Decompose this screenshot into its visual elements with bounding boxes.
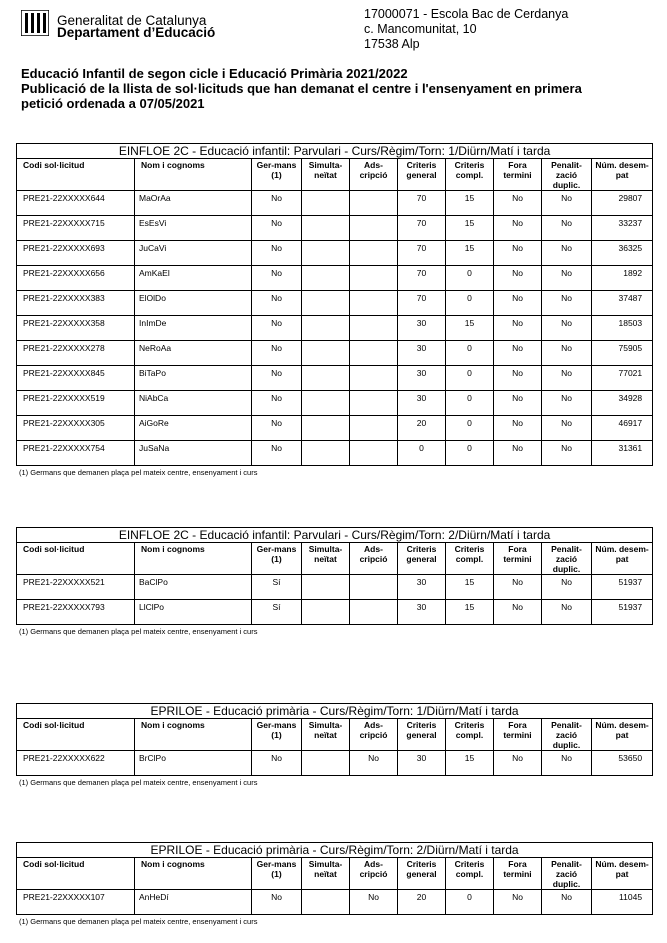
school-street: c. Mancomunitat, 10	[364, 22, 477, 36]
cell-tie: 46917	[592, 416, 653, 441]
cell-name: NeRoAa	[135, 341, 252, 366]
cell-late: No	[494, 191, 542, 216]
cell-name: BaClPo	[135, 575, 252, 600]
table-row	[17, 191, 653, 216]
cell-code: PRE21-22XXXXX656	[17, 266, 135, 291]
cell-crit_comp: 0	[446, 366, 494, 391]
cell-late: No	[494, 600, 542, 625]
cell-ads	[350, 441, 398, 466]
cell-siblings: No	[252, 316, 302, 341]
cell-tie: 36325	[592, 241, 653, 266]
cell-siblings: No	[252, 366, 302, 391]
column-header-crit_comp: Criteris compl.	[446, 719, 494, 751]
cell-name: AmKaEl	[135, 266, 252, 291]
cell-simult	[302, 600, 350, 625]
cell-penalty: No	[542, 391, 592, 416]
column-header-code: Codi sol·licitud	[17, 858, 135, 890]
cell-penalty: No	[542, 216, 592, 241]
cell-tie: 77021	[592, 366, 653, 391]
table-row	[17, 751, 653, 776]
table-row	[17, 441, 653, 466]
column-header-code: Codi sol·licitud	[17, 719, 135, 751]
cell-ads	[350, 216, 398, 241]
table-banner: EPRILOE - Educació primària - Curs/Règim/Torn: 2/Diürn/Matí i tarda	[17, 843, 653, 858]
column-header-penalty: Penalit-zació duplic.	[542, 159, 592, 191]
cell-crit_gen: 70	[398, 191, 446, 216]
cell-crit_comp: 15	[446, 241, 494, 266]
column-header-simult: Simulta-neïtat	[302, 719, 350, 751]
column-header-tie: Núm. desem-pat	[592, 159, 653, 191]
column-header-simult: Simulta-neïtat	[302, 159, 350, 191]
cell-code: PRE21-22XXXXX519	[17, 391, 135, 416]
column-header-crit_gen: Criteris general	[398, 858, 446, 890]
cell-code: PRE21-22XXXXX754	[17, 441, 135, 466]
cell-ads	[350, 191, 398, 216]
cell-penalty: No	[542, 366, 592, 391]
footnote: (1) Germans que demanen plaça pel mateix centre, ensenyament i curs	[19, 917, 258, 926]
table-banner: EINFLOE 2C - Educació infantil: Parvulari - Curs/Règim/Torn: 2/Diürn/Matí i tarda	[17, 528, 653, 543]
cell-penalty: No	[542, 441, 592, 466]
column-header-name: Nom i cognoms	[135, 858, 252, 890]
cell-late: No	[494, 266, 542, 291]
cell-late: No	[494, 216, 542, 241]
table-banner: EPRILOE - Educació primària - Curs/Règim/Torn: 1/Diürn/Matí i tarda	[17, 704, 653, 719]
cell-crit_comp: 0	[446, 890, 494, 915]
cell-siblings: No	[252, 216, 302, 241]
admissions-table-4	[16, 842, 652, 926]
cell-tie: 29807	[592, 191, 653, 216]
cell-ads	[350, 416, 398, 441]
cell-code: PRE21-22XXXXX305	[17, 416, 135, 441]
column-header-crit_gen: Criteris general	[398, 719, 446, 751]
cell-penalty: No	[542, 575, 592, 600]
cell-tie: 11045	[592, 890, 653, 915]
org-name: Generalitat de Catalunya	[57, 13, 207, 28]
cell-crit_gen: 30	[398, 366, 446, 391]
cell-simult	[302, 751, 350, 776]
footnote: (1) Germans que demanen plaça pel mateix centre, ensenyament i curs	[19, 778, 258, 787]
cell-crit_gen: 30	[398, 341, 446, 366]
cell-name: MaOrAa	[135, 191, 252, 216]
cell-crit_gen: 30	[398, 391, 446, 416]
column-header-siblings: Ger-mans (1)	[252, 159, 302, 191]
cell-code: PRE21-22XXXXX715	[17, 216, 135, 241]
column-header-ads: Ads-cripció	[350, 858, 398, 890]
column-header-siblings: Ger-mans (1)	[252, 543, 302, 575]
column-header-row	[17, 159, 653, 191]
column-header-name: Nom i cognoms	[135, 719, 252, 751]
cell-ads	[350, 391, 398, 416]
cell-ads	[350, 291, 398, 316]
column-header-tie: Núm. desem-pat	[592, 719, 653, 751]
column-header-late: Fora termini	[494, 858, 542, 890]
column-header-ads: Ads-cripció	[350, 543, 398, 575]
cell-tie: 51937	[592, 575, 653, 600]
column-header-crit_comp: Criteris compl.	[446, 543, 494, 575]
title-line-2: Publicació de la llista de sol·licituds que han demanat el centre i l'ensenyament en primera	[21, 81, 582, 96]
cell-tie: 51937	[592, 600, 653, 625]
cell-siblings: No	[252, 441, 302, 466]
cell-ads	[350, 316, 398, 341]
cell-simult	[302, 441, 350, 466]
cell-siblings: No	[252, 391, 302, 416]
admissions-table-1	[16, 143, 652, 477]
column-header-penalty: Penalit-zació duplic.	[542, 719, 592, 751]
column-header-late: Fora termini	[494, 159, 542, 191]
cell-siblings: Sí	[252, 575, 302, 600]
cell-penalty: No	[542, 341, 592, 366]
cell-simult	[302, 191, 350, 216]
title-line-3: petició ordenada a 07/05/2021	[21, 96, 205, 111]
cell-siblings: No	[252, 266, 302, 291]
column-header-name: Nom i cognoms	[135, 159, 252, 191]
table-banner: EINFLOE 2C - Educació infantil: Parvulari - Curs/Règim/Torn: 1/Diürn/Matí i tarda	[17, 144, 653, 159]
cell-penalty: No	[542, 416, 592, 441]
cell-name: NiAbCa	[135, 391, 252, 416]
column-header-late: Fora termini	[494, 543, 542, 575]
footnote: (1) Germans que demanen plaça pel mateix centre, ensenyament i curs	[19, 468, 258, 477]
cell-late: No	[494, 366, 542, 391]
cell-ads	[350, 266, 398, 291]
cell-simult	[302, 890, 350, 915]
cell-simult	[302, 416, 350, 441]
column-header-name: Nom i cognoms	[135, 543, 252, 575]
cell-late: No	[494, 341, 542, 366]
cell-late: No	[494, 241, 542, 266]
cell-tie: 34928	[592, 391, 653, 416]
cell-crit_gen: 70	[398, 241, 446, 266]
column-header-crit_gen: Criteris general	[398, 543, 446, 575]
cell-tie: 37487	[592, 291, 653, 316]
cell-code: PRE21-22XXXXX383	[17, 291, 135, 316]
column-header-siblings: Ger-mans (1)	[252, 858, 302, 890]
cell-crit_comp: 15	[446, 575, 494, 600]
cell-siblings: No	[252, 751, 302, 776]
cell-simult	[302, 575, 350, 600]
table-row	[17, 366, 653, 391]
cell-code: PRE21-22XXXXX845	[17, 366, 135, 391]
cell-late: No	[494, 441, 542, 466]
cell-code: PRE21-22XXXXX644	[17, 191, 135, 216]
cell-name: ElOlDo	[135, 291, 252, 316]
admissions-table-2	[16, 527, 652, 636]
cell-late: No	[494, 416, 542, 441]
cell-code: PRE21-22XXXXX358	[17, 316, 135, 341]
department-name: Departament d’Educació	[57, 25, 216, 40]
column-header-simult: Simulta-neïtat	[302, 543, 350, 575]
cell-crit_comp: 15	[446, 751, 494, 776]
table-row	[17, 291, 653, 316]
cell-tie: 75905	[592, 341, 653, 366]
cell-simult	[302, 391, 350, 416]
column-header-tie: Núm. desem-pat	[592, 858, 653, 890]
cell-simult	[302, 316, 350, 341]
cell-name: LlClPo	[135, 600, 252, 625]
cell-siblings: No	[252, 191, 302, 216]
cell-penalty: No	[542, 751, 592, 776]
cell-crit_gen: 30	[398, 600, 446, 625]
cell-ads	[350, 600, 398, 625]
cell-crit_comp: 0	[446, 391, 494, 416]
cell-siblings: No	[252, 341, 302, 366]
cell-late: No	[494, 391, 542, 416]
cell-simult	[302, 241, 350, 266]
cell-name: BrClPo	[135, 751, 252, 776]
table-row	[17, 216, 653, 241]
cell-siblings: No	[252, 291, 302, 316]
school-city: 17538 Alp	[364, 37, 420, 51]
cell-name: BiTaPo	[135, 366, 252, 391]
cell-penalty: No	[542, 266, 592, 291]
generalitat-logo-icon	[21, 10, 49, 36]
column-header-siblings: Ger-mans (1)	[252, 719, 302, 751]
column-header-penalty: Penalit-zació duplic.	[542, 858, 592, 890]
cell-crit_comp: 0	[446, 291, 494, 316]
cell-simult	[302, 341, 350, 366]
cell-penalty: No	[542, 241, 592, 266]
cell-penalty: No	[542, 191, 592, 216]
footnote: (1) Germans que demanen plaça pel mateix centre, ensenyament i curs	[19, 627, 258, 636]
cell-ads	[350, 575, 398, 600]
table-row	[17, 391, 653, 416]
cell-simult	[302, 291, 350, 316]
cell-tie: 18503	[592, 316, 653, 341]
cell-simult	[302, 266, 350, 291]
cell-crit_gen: 0	[398, 441, 446, 466]
cell-name: AiGoRe	[135, 416, 252, 441]
cell-tie: 53650	[592, 751, 653, 776]
column-header-penalty: Penalit-zació duplic.	[542, 543, 592, 575]
cell-crit_gen: 20	[398, 416, 446, 441]
column-header-row	[17, 719, 653, 751]
table-row	[17, 241, 653, 266]
cell-crit_comp: 0	[446, 416, 494, 441]
cell-crit_gen: 30	[398, 575, 446, 600]
column-header-late: Fora termini	[494, 719, 542, 751]
column-header-crit_gen: Criteris general	[398, 159, 446, 191]
cell-siblings: Sí	[252, 600, 302, 625]
cell-late: No	[494, 890, 542, 915]
cell-siblings: No	[252, 890, 302, 915]
cell-penalty: No	[542, 600, 592, 625]
cell-crit_gen: 70	[398, 266, 446, 291]
cell-crit_gen: 70	[398, 216, 446, 241]
table-row	[17, 266, 653, 291]
table-row	[17, 575, 653, 600]
cell-ads: No	[350, 751, 398, 776]
cell-penalty: No	[542, 316, 592, 341]
cell-code: PRE21-22XXXXX622	[17, 751, 135, 776]
cell-crit_comp: 15	[446, 216, 494, 241]
column-header-simult: Simulta-neïtat	[302, 858, 350, 890]
cell-tie: 31361	[592, 441, 653, 466]
column-header-crit_comp: Criteris compl.	[446, 159, 494, 191]
cell-simult	[302, 216, 350, 241]
cell-siblings: No	[252, 416, 302, 441]
table-row	[17, 600, 653, 625]
cell-name: InImDe	[135, 316, 252, 341]
column-header-row	[17, 858, 653, 890]
table-row	[17, 316, 653, 341]
cell-tie: 33237	[592, 216, 653, 241]
cell-penalty: No	[542, 291, 592, 316]
table-row	[17, 341, 653, 366]
cell-code: PRE21-22XXXXX107	[17, 890, 135, 915]
cell-ads	[350, 366, 398, 391]
cell-crit_gen: 30	[398, 316, 446, 341]
cell-siblings: No	[252, 241, 302, 266]
cell-code: PRE21-22XXXXX693	[17, 241, 135, 266]
cell-crit_comp: 0	[446, 341, 494, 366]
cell-late: No	[494, 575, 542, 600]
cell-crit_gen: 20	[398, 890, 446, 915]
column-header-code: Codi sol·licitud	[17, 543, 135, 575]
admissions-table-3	[16, 703, 652, 787]
school-address	[364, 7, 568, 52]
cell-late: No	[494, 291, 542, 316]
cell-ads	[350, 241, 398, 266]
cell-late: No	[494, 751, 542, 776]
school-name: 17000071 - Escola Bac de Cerdanya	[364, 7, 569, 21]
cell-crit_comp: 15	[446, 600, 494, 625]
table-row	[17, 890, 653, 915]
cell-code: PRE21-22XXXXX521	[17, 575, 135, 600]
column-header-ads: Ads-cripció	[350, 719, 398, 751]
table-row	[17, 416, 653, 441]
column-header-ads: Ads-cripció	[350, 159, 398, 191]
cell-name: JuSaNa	[135, 441, 252, 466]
cell-code: PRE21-22XXXXX278	[17, 341, 135, 366]
cell-crit_gen: 70	[398, 291, 446, 316]
column-header-crit_comp: Criteris compl.	[446, 858, 494, 890]
cell-crit_comp: 15	[446, 191, 494, 216]
page-title	[21, 66, 641, 111]
column-header-row	[17, 543, 653, 575]
cell-name: JuCaVi	[135, 241, 252, 266]
cell-crit_gen: 30	[398, 751, 446, 776]
column-header-tie: Núm. desem-pat	[592, 543, 653, 575]
cell-tie: 1892	[592, 266, 653, 291]
cell-crit_comp: 0	[446, 441, 494, 466]
title-line-1: Educació Infantil de segon cicle i Educació Primària 2021/2022	[21, 66, 408, 81]
cell-simult	[302, 366, 350, 391]
cell-name: EsEsVi	[135, 216, 252, 241]
cell-late: No	[494, 316, 542, 341]
cell-ads	[350, 341, 398, 366]
cell-name: AnHeDí	[135, 890, 252, 915]
cell-code: PRE21-22XXXXX793	[17, 600, 135, 625]
cell-penalty: No	[542, 890, 592, 915]
column-header-code: Codi sol·licitud	[17, 159, 135, 191]
cell-ads: No	[350, 890, 398, 915]
cell-crit_comp: 0	[446, 266, 494, 291]
cell-crit_comp: 15	[446, 316, 494, 341]
